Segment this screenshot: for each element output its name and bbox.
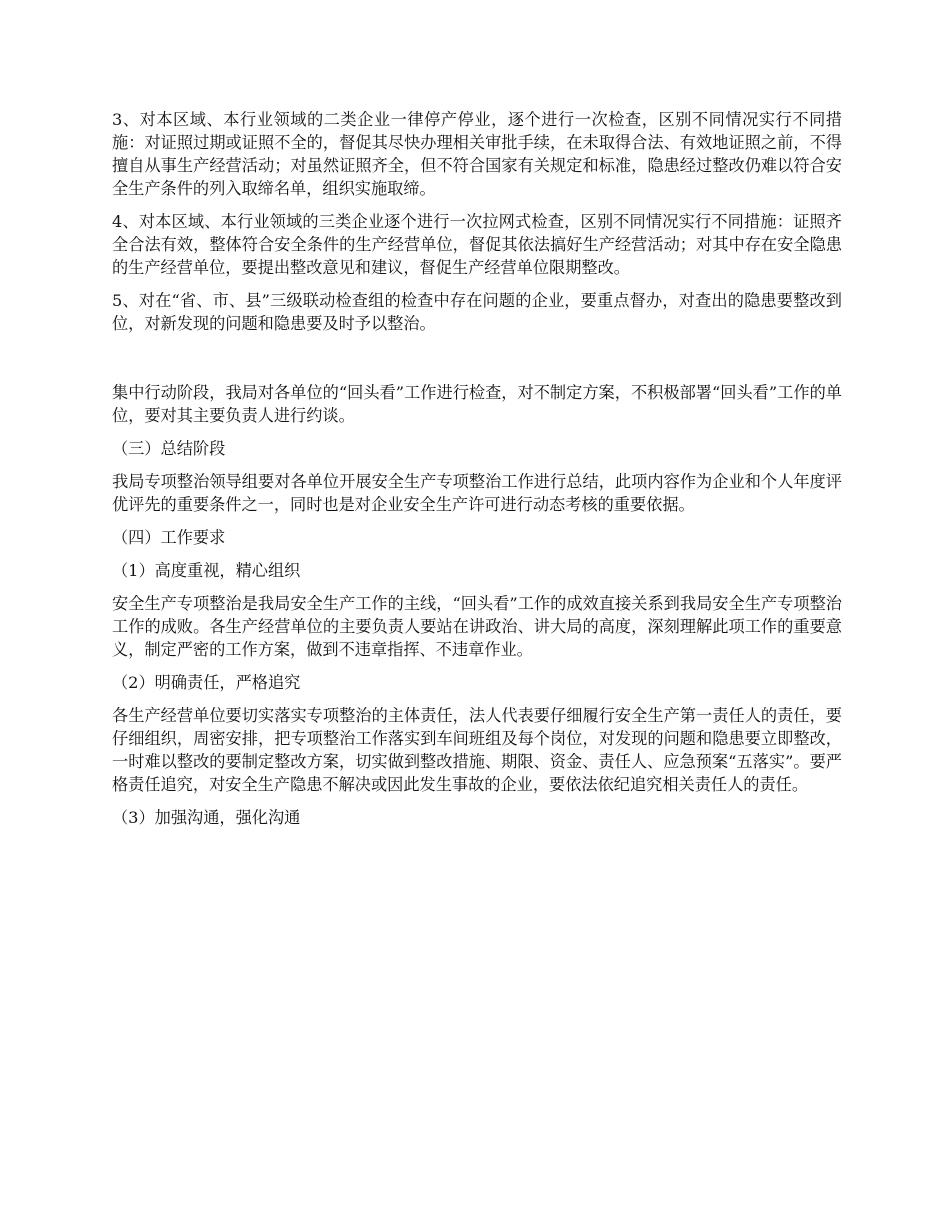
paragraph-summary: 我局专项整治领导组要对各单位开展安全生产专项整治工作进行总结，此项内容作为企业和个人年度评优评先的重要条件之一，同时也是对企业安全生产许可进行动态考核的重要依据。: [112, 472, 842, 514]
paragraph-item-3: 3、对本区域、本行业领域的二类企业一律停产停业，逐个进行一次检查，区别不同情况实行不同措施：对证照过期或证照不全的，督促其尽快办理相关审批手续，在未取得合法、有效地证照之前，不得擅自从事生产经营活动；对虽然证照齐全，但不符合国家有关规定和标准，隐患经过整改仍难以符合安全生产条件的列入取缔名单，组织实施取缔。: [112, 110, 842, 198]
subheading-attention-organization: （1）高度重视，精心组织: [112, 561, 301, 580]
document-body: [112, 108, 842, 839]
paragraph-responsibility: 各生产经营单位要切实落实专项整治的主体责任，法人代表要仔细履行安全生产第一责任人的责任，要仔细组织，周密安排，把专项整治工作落实到车间班组及每个岗位，对发现的问题和隐患要立即整改，一时难以整改的要制定整改方案，切实做到整改措施、期限、资金、责任人、应急预案“五落实”。要严格责任追究，对安全生产隐患不解决或因此发生事故的企业，要依法依纪追究相关责任人的责任。: [112, 706, 842, 794]
subheading-communication: （3）加强沟通，强化沟通: [112, 808, 301, 827]
paragraph-item-4: 4、对本区域、本行业领域的三类企业逐个进行一次拉网式检查，区别不同情况实行不同措施：证照齐全合法有效，整体符合安全条件的生产经营单位，督促其依法搞好生产经营活动；对其中存在安全隐患的生产经营单位，要提出整改意见和建议，督促生产经营单位限期整改。: [112, 212, 842, 277]
section-gap: [112, 345, 842, 381]
subheading-responsibility: （2）明确责任，严格追究: [112, 673, 301, 692]
heading-work-requirements: （四）工作要求: [112, 528, 226, 547]
heading-summary-stage: （三）总结阶段: [112, 439, 226, 458]
paragraph-item-5: 5、对在“省、市、县”三级联动检查组的检查中存在问题的企业，要重点督办，对查出的隐患要整改到位，对新发现的问题和隐患要及时予以整治。: [112, 291, 842, 333]
paragraph-attention-organization: 安全生产专项整治是我局安全生产工作的主线，“回头看”工作的成效直接关系到我局安全生产专项整治工作的成败。各生产经营单位的主要负责人要站在讲政治、讲大局的高度，深刻理解此项工作的重要意义，制定严密的工作方案，做到不违章指挥、不违章作业。: [112, 594, 842, 659]
paragraph-concentrated-action: 集中行动阶段，我局对各单位的“回头看”工作进行检查，对不制定方案，不积极部署“回头看”工作的单位，要对其主要负责人进行约谈。: [112, 383, 842, 425]
